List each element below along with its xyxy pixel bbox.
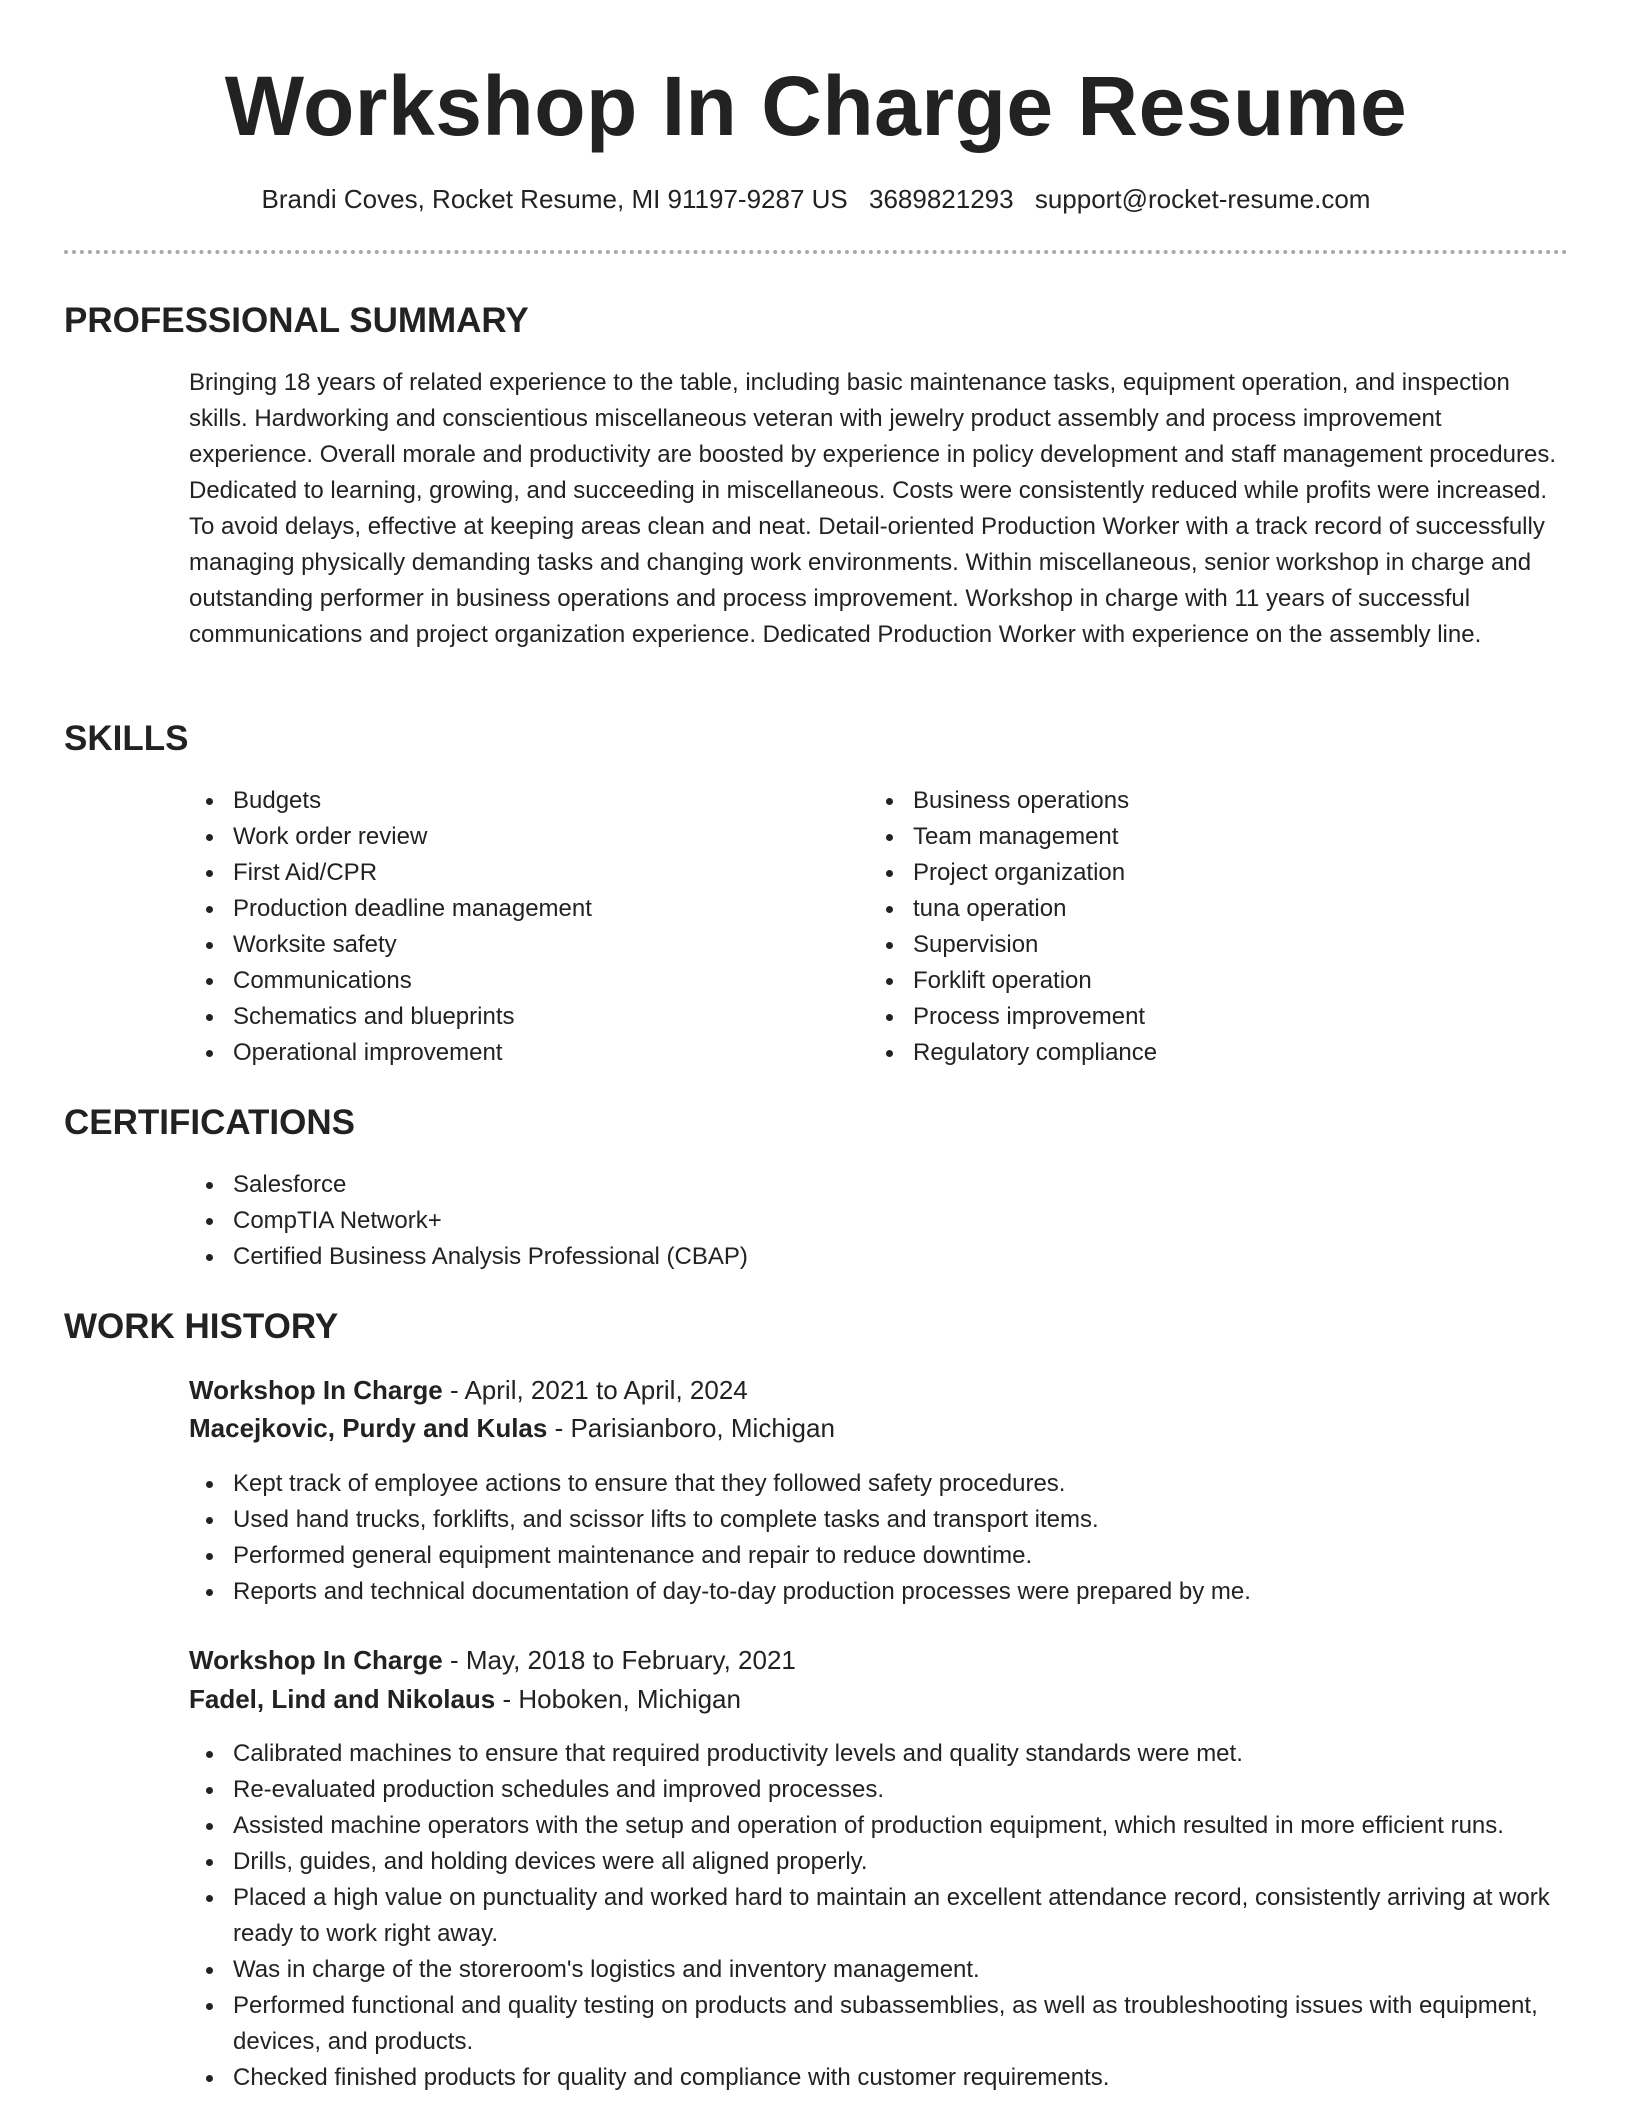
job-company: Fadel, Lind and Nikolaus [189, 1684, 496, 1714]
list-item: Operational improvement [189, 1035, 592, 1071]
job-role: Workshop In Charge [189, 1645, 443, 1675]
list-item: Assisted machine operators with the setup and operation of production equipment, which resulted in more efficient runs. [189, 1808, 1579, 1844]
list-item: Drills, guides, and holding devices were all aligned properly. [189, 1844, 1579, 1880]
list-item: Communications [189, 963, 592, 999]
list-item: Budgets [189, 783, 592, 819]
list-item: Re-evaluated production schedules and improved processes. [189, 1772, 1579, 1808]
list-item: Process improvement [869, 999, 1157, 1035]
list-item: Business operations [869, 783, 1157, 819]
resume-title: Workshop In Charge Resume [224, 59, 1408, 153]
list-item: CompTIA Network+ [189, 1203, 748, 1239]
job-duties-list [189, 1736, 1579, 2096]
list-item: Work order review [189, 819, 592, 855]
list-item: Supervision [869, 927, 1157, 963]
list-item: First Aid/CPR [189, 855, 592, 891]
list-item: Placed a high value on punctuality and worked hard to maintain an excellent attendance record, consistently arriving at work ready to work right away. [189, 1880, 1579, 1952]
list-item: Worksite safety [189, 927, 592, 963]
section-title-skills: SKILLS [64, 719, 189, 758]
job-role-line [189, 1641, 796, 1679]
job-location: - Hoboken, Michigan [495, 1684, 741, 1714]
list-item: Schematics and blueprints [189, 999, 592, 1035]
list-item: Calibrated machines to ensure that required productivity levels and quality standards were met. [189, 1736, 1579, 1772]
list-item: Kept track of employee actions to ensure that they followed safety procedures. [189, 1466, 1579, 1502]
job-company-line [189, 1680, 741, 1718]
job-role: Workshop In Charge [189, 1375, 443, 1405]
list-item: Regulatory compliance [869, 1035, 1157, 1071]
job-location: - Parisianboro, Michigan [547, 1413, 835, 1443]
list-item: Checked finished products for quality and compliance with customer requirements. [189, 2060, 1579, 2096]
list-item: Performed functional and quality testing on products and subassemblies, as well as troubleshooting issues with equipment, devices, and products. [189, 1988, 1579, 2060]
job-dates: - May, 2018 to February, 2021 [442, 1645, 796, 1675]
header-divider [64, 250, 1568, 254]
contact-address: Brandi Coves, Rocket Resume, MI 91197-9287 US [261, 184, 848, 214]
job-company: Macejkovic, Purdy and Kulas [189, 1413, 548, 1443]
job-company-line [189, 1409, 835, 1447]
list-item: Reports and technical documentation of day-to-day production processes were prepared by me. [189, 1574, 1579, 1610]
list-item: Team management [869, 819, 1157, 855]
list-item: Used hand trucks, forklifts, and scissor lifts to complete tasks and transport items. [189, 1502, 1579, 1538]
job-role-line [189, 1371, 748, 1409]
section-title-certifications: CERTIFICATIONS [64, 1103, 356, 1142]
list-item: Forklift operation [869, 963, 1157, 999]
list-item: Certified Business Analysis Professional (CBAP) [189, 1239, 748, 1275]
summary-text: Bringing 18 years of related experience to the table, including basic maintenance tasks, equipment operation, and inspection skills. Hardworking and conscientious miscellaneous veteran with jewelry product assembly and process improvement experience. Overall morale and productivity are boosted by experience in policy development and staff management procedures. Dedicated to learning, growing, and succeeding in miscellaneous. Costs were consistently reduced while profits were increased. To avoid delays, effective at keeping areas clean and neat. Detail-oriented Production Worker with a track record of successfully managing physically demanding tasks and changing work environments. Within miscellaneous, senior workshop in charge and outstanding performer in business operations and process improvement. Workshop in charge with 11 years of successful communications and project organization experience. Dedicated Production Worker with experience on the assembly line. [189, 369, 1557, 648]
contact-line [0, 182, 1632, 216]
list-item: Salesforce [189, 1167, 748, 1203]
list-item: Was in charge of the storeroom's logistics and inventory management. [189, 1952, 1579, 1988]
skills-list-left [189, 783, 592, 1071]
job-duties-list [189, 1466, 1579, 1610]
section-title-work-history: WORK HISTORY [64, 1307, 339, 1346]
certifications-list [189, 1167, 748, 1275]
list-item: Production deadline management [189, 891, 592, 927]
contact-phone: 3689821293 [869, 184, 1014, 214]
skills-list-right [869, 783, 1157, 1071]
section-title-summary: PROFESSIONAL SUMMARY [64, 301, 529, 340]
list-item: Performed general equipment maintenance and repair to reduce downtime. [189, 1538, 1579, 1574]
contact-email: support@rocket-resume.com [1034, 184, 1371, 214]
job-dates: - April, 2021 to April, 2024 [442, 1375, 748, 1405]
list-item: Project organization [869, 855, 1157, 891]
list-item: tuna operation [869, 891, 1157, 927]
